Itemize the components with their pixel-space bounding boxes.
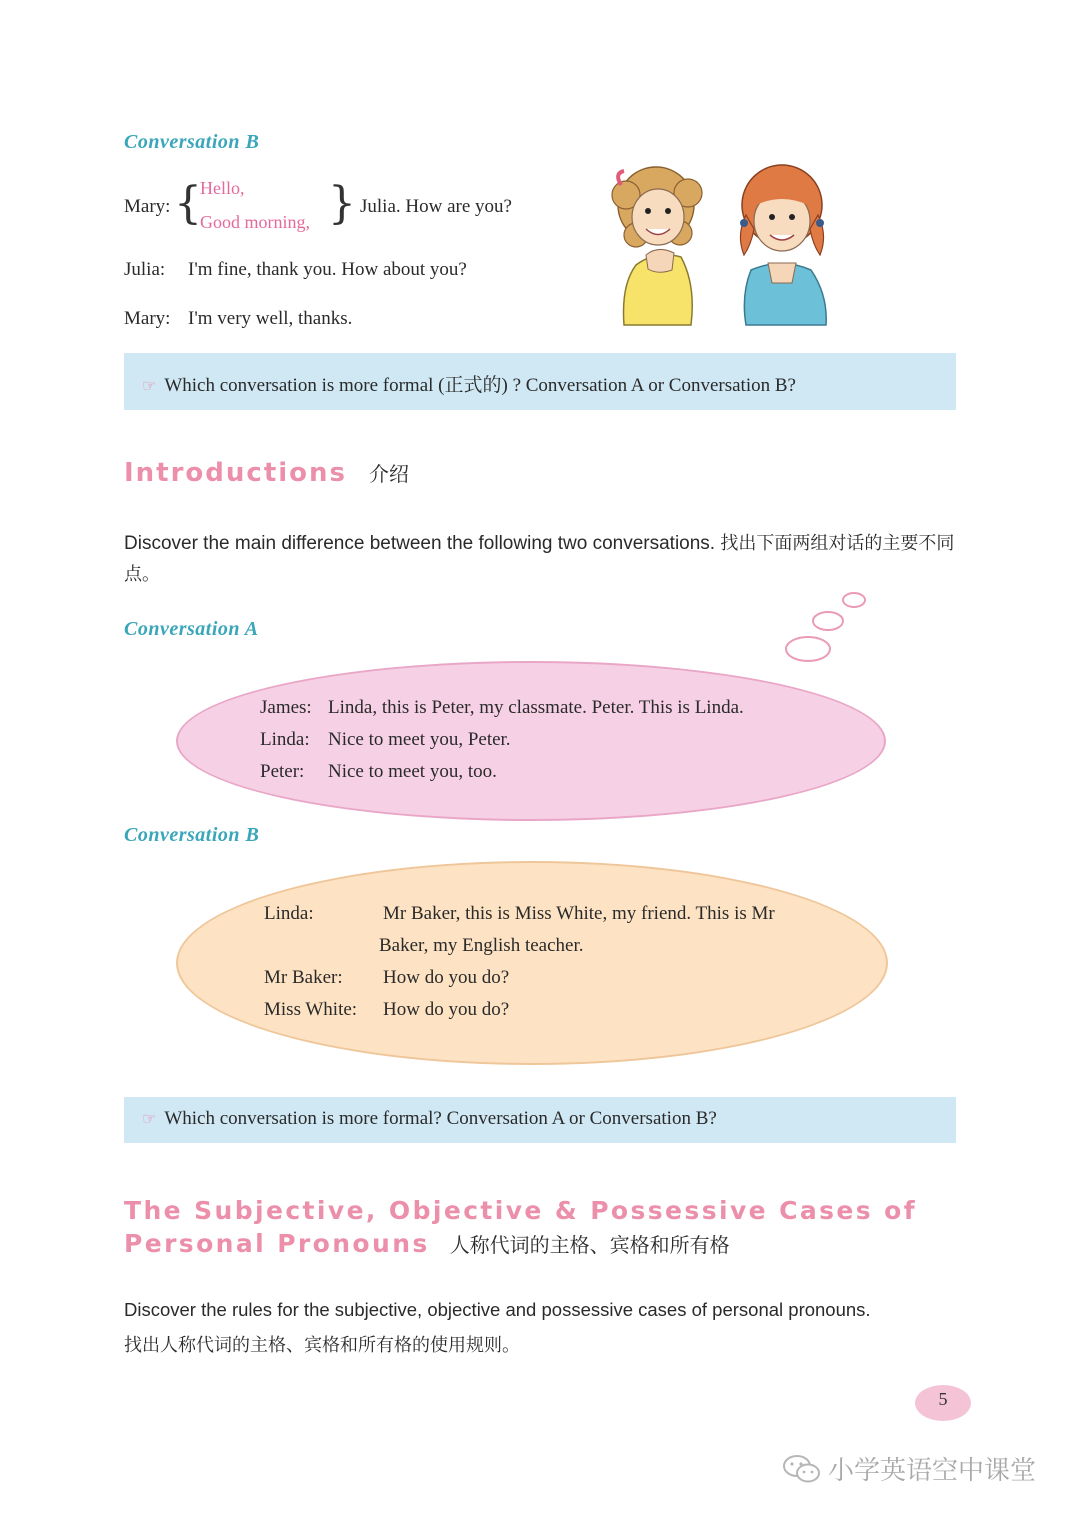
line-text: Nice to meet you, too. [328,761,497,782]
conversation-b-line-continued [264,935,775,967]
conversation-b-line [264,967,775,999]
instruction-en: Discover the main difference between the following two conversations. [124,533,716,554]
greeting-option-hello: Hello, [200,178,245,198]
speaker-james: James: [260,697,312,718]
speaker-miss-white: Miss White: [264,999,358,1020]
pronouns-heading-line-1: The Subjective, Objective & Possessive Cases of [124,1196,917,1225]
watermark-text: 小学英语空中课堂 [828,1456,1037,1486]
line-text: How do you do? [383,967,510,988]
conversation-b-lines [264,903,775,1031]
thought-bubbles-decoration [770,585,880,675]
speaker-linda: Linda: [264,903,314,924]
line-text: Julia. How are you? [360,196,512,217]
question-1: ☞ Which conversation is more formal (正式的) ? Conversation A or Conversation B? [142,375,796,396]
speaker-peter: Peter: [260,761,305,782]
introductions-instruction [124,528,960,590]
conversation-b-line [264,999,775,1031]
conversation-b-line-3 [124,308,352,330]
greeting-option-good-morning: Good morning, [200,212,310,232]
pronouns-heading-line-2-row [124,1229,730,1258]
page-number-badge [915,1385,971,1421]
conversation-a-lines [260,697,744,793]
line-text: I'm very well, thanks. [188,308,353,329]
conversation-b-line-1 [124,176,574,246]
question-bar-1 [124,353,956,410]
conversation-b-title: Conversation B [124,824,260,846]
two-girls-illustration [596,145,856,330]
wechat-icon [782,1453,822,1485]
line-text: Mr Baker, this is Miss White, my friend. This is Mr [383,903,775,924]
line-text-continued: Baker, my English teacher. [379,935,584,956]
conversation-b-title-top: Conversation B [124,131,260,153]
conversation-a-line [260,729,744,761]
right-brace: } [328,178,356,229]
left-brace: { [174,178,202,229]
conversation-a-line [260,761,744,793]
page-number: 5 [938,1389,948,1409]
line-text: Nice to meet you, Peter. [328,729,511,750]
pointing-hand-icon: ☞ [142,1111,157,1128]
introductions-heading-en: Introductions [124,458,348,488]
question-bar-2 [124,1097,956,1143]
watermark [782,1450,1036,1487]
conversation-a-line [260,697,744,729]
conversation-b-line-2 [124,259,467,281]
conversation-b-line [264,903,775,935]
speaker-julia: Julia: [124,259,166,280]
speaker-mr-baker: Mr Baker: [264,967,343,988]
line-text: How do you do? [383,999,510,1020]
line-text: I'm fine, thank you. How about you? [188,259,467,280]
pronouns-instruction-cn: 找出人称代词的主格、宾格和所有格的使用规则。 [124,1335,520,1356]
speaker-mary: Mary: [124,308,171,329]
speaker-linda: Linda: [260,729,310,750]
instruction-cn: 找出下面两组对话的主要不同点。 [124,533,955,585]
pronouns-heading-cn: 人称代词的主格、宾格和所有格 [449,1233,730,1257]
line-text: Linda, this is Peter, my classmate. Peter. This is Linda. [328,697,744,718]
question-2: ☞ Which conversation is more formal? Conversation A or Conversation B? [142,1108,717,1129]
conversation-a-title: Conversation A [124,618,259,640]
pointing-hand-icon: ☞ [142,378,157,395]
girl-red-hair [740,165,826,325]
introductions-heading-cn: 介绍 [369,462,410,486]
girl-curly-hair [612,167,702,325]
pronouns-instruction-en: Discover the rules for the subjective, objective and possessive cases of personal pronouns. [124,1299,871,1320]
speaker-mary: Mary: [124,196,171,217]
pronouns-heading-line-2: Personal Pronouns [124,1229,430,1258]
introductions-heading [124,458,409,488]
